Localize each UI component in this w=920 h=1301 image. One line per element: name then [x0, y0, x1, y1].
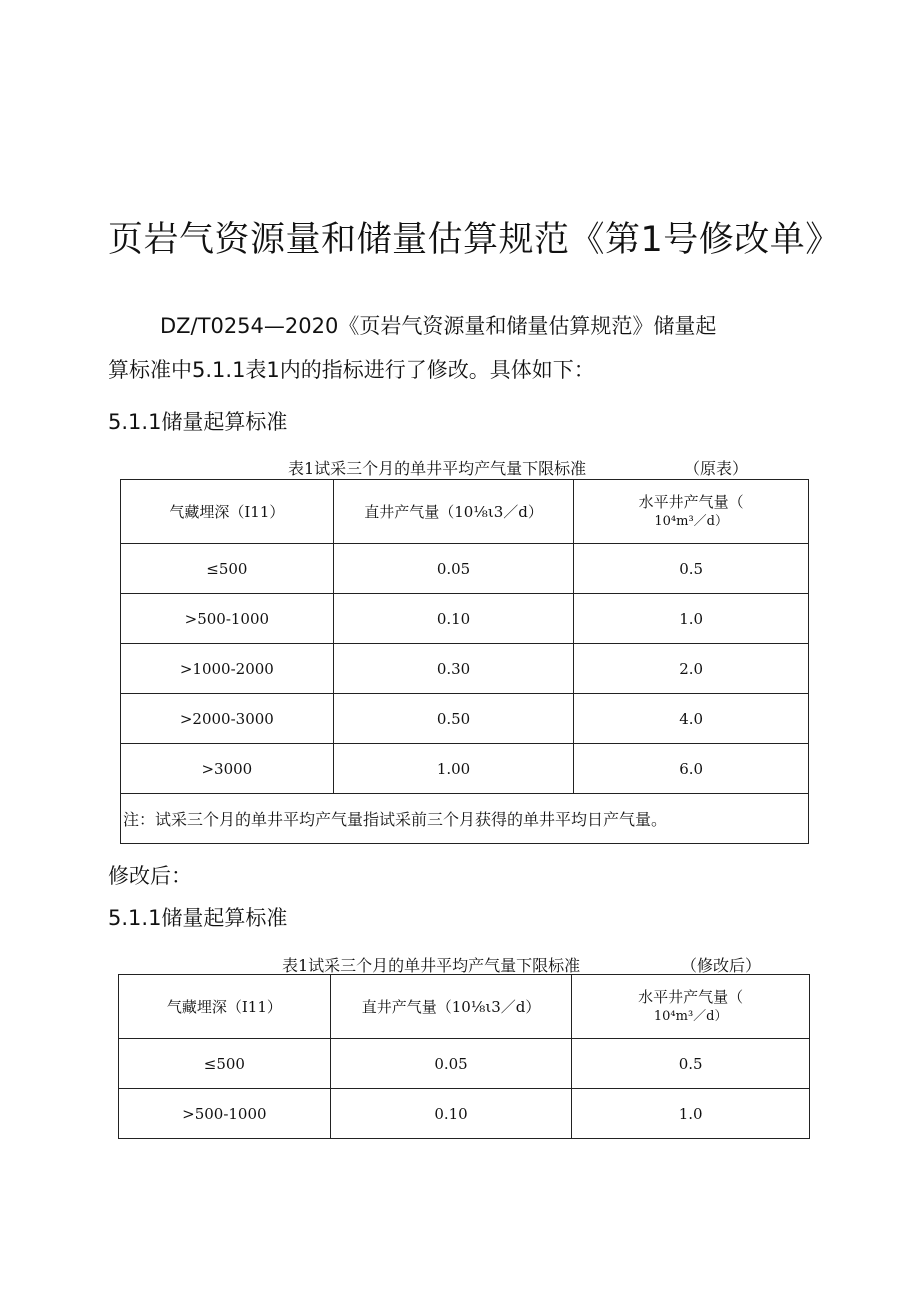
header-depth: 气藏埋深（I11）	[121, 480, 334, 544]
cell-horizontal: 0.5	[572, 1039, 810, 1089]
header-horizontal-line1: 水平井产气量（	[638, 987, 744, 1006]
cell-depth: >1000-2000	[121, 644, 334, 694]
cell-vertical: 0.10	[330, 1089, 572, 1139]
table-row	[119, 1089, 810, 1139]
table-row	[121, 644, 809, 694]
section-heading-revised: 5.1.1储量起算标准	[108, 906, 288, 930]
cell-horizontal: 4.0	[574, 694, 809, 744]
cell-horizontal: 0.5	[574, 544, 809, 594]
header-horizontal-well	[574, 480, 809, 544]
table-header-row	[121, 480, 809, 544]
table2-caption: 表1试采三个月的单井平均产气量下限标准	[282, 956, 581, 975]
table-row	[119, 1039, 810, 1089]
cell-horizontal: 2.0	[574, 644, 809, 694]
table-header-row	[119, 975, 810, 1039]
cell-vertical: 0.10	[333, 594, 574, 644]
cell-vertical: 0.05	[333, 544, 574, 594]
cell-depth: ≤500	[121, 544, 334, 594]
table1-caption-tag: （原表）	[684, 459, 749, 478]
table-row	[121, 594, 809, 644]
document-title: 页岩气资源量和储量估算规范《第1号修改单》	[108, 220, 841, 260]
cell-vertical: 0.30	[333, 644, 574, 694]
cell-depth: >500-1000	[121, 594, 334, 644]
cell-horizontal: 1.0	[574, 594, 809, 644]
header-horizontal-line2: 10⁴m³／d）	[653, 1008, 728, 1024]
table-row	[121, 744, 809, 794]
header-vertical-well: 直井产气量（10⅛ι3／d）	[333, 480, 574, 544]
cell-vertical: 0.50	[333, 694, 574, 744]
header-depth: 气藏埋深（I11）	[119, 975, 331, 1039]
table-note: 注：试采三个月的单井平均产气量指试采前三个月获得的单井平均日产气量。	[121, 794, 809, 844]
revised-label: 修改后：	[108, 864, 192, 888]
cell-horizontal: 6.0	[574, 744, 809, 794]
revised-standards-table	[118, 974, 810, 1139]
table2-caption-tag: （修改后）	[681, 956, 762, 975]
cell-depth: >3000	[121, 744, 334, 794]
table-row	[121, 694, 809, 744]
cell-depth: ≤500	[119, 1039, 331, 1089]
table-row	[121, 544, 809, 594]
table1-caption: 表1试采三个月的单井平均产气量下限标准	[288, 459, 587, 478]
cell-vertical: 1.00	[333, 744, 574, 794]
cell-depth: >500-1000	[119, 1089, 331, 1139]
cell-horizontal: 1.0	[572, 1089, 810, 1139]
cell-vertical: 0.05	[330, 1039, 572, 1089]
header-vertical-well: 直井产气量（10⅛ι3／d）	[330, 975, 572, 1039]
intro-paragraph-line-2: 算标准中5.1.1表1内的指标进行了修改。具体如下：	[108, 358, 595, 382]
header-horizontal-well	[572, 975, 810, 1039]
cell-depth: >2000-3000	[121, 694, 334, 744]
table-note-row	[121, 794, 809, 844]
section-heading-original: 5.1.1储量起算标准	[108, 410, 288, 434]
intro-paragraph-line-1: DZ/T0254—2020《页岩气资源量和储量估算规范》储量起	[160, 314, 717, 338]
original-standards-table	[120, 479, 809, 844]
header-horizontal-line1: 水平井产气量（	[638, 492, 744, 511]
header-horizontal-line2: 10⁴m³／d）	[654, 513, 728, 529]
